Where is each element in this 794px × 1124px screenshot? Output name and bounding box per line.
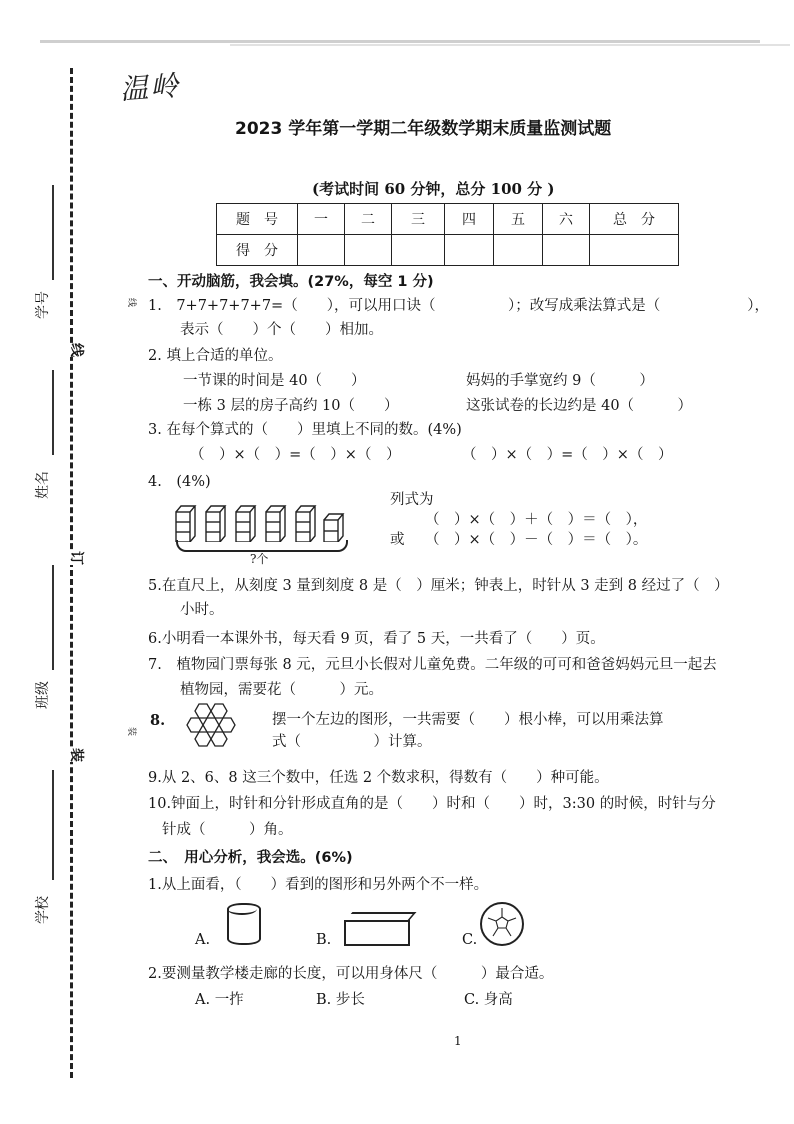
score-cell[interactable] <box>590 235 679 266</box>
small-mark: 线 <box>126 297 137 308</box>
score-row-label: 得 分 <box>217 235 298 266</box>
cut-mark-bind: 订 <box>67 551 87 565</box>
school-line <box>52 770 54 880</box>
s2-q1-option-c: C. <box>462 932 478 948</box>
q2-item-d: 这张试卷的长边约是 40（ ） <box>466 398 693 414</box>
student-id-label: 学号 <box>35 291 51 319</box>
cuboid-icon <box>344 920 410 946</box>
s2-q2-option-c: C. 身高 <box>464 992 513 1008</box>
q8-line2: 式（ ）计算。 <box>272 734 432 750</box>
score-cell[interactable] <box>298 235 345 266</box>
q4-formula-1: （ ）×（ ）＋（ ）＝（ ）， <box>425 512 648 528</box>
section2-heading: 二、 用心分析，我会选。(6%) <box>148 850 353 866</box>
section1-heading: 一、开动脑筋，我会填。(27%，每空 1 分) <box>148 274 434 290</box>
score-cell[interactable] <box>345 235 392 266</box>
cut-mark-line: 线 <box>67 343 87 357</box>
q4-formula-label: 列式为 <box>390 492 434 508</box>
q2-prompt: 2. 填上合适的单位。 <box>148 348 283 364</box>
score-header-cell: 四 <box>445 204 494 235</box>
score-header-cell: 三 <box>392 204 445 235</box>
q8-number: 8. <box>150 712 166 729</box>
q4-formula-2: （ ）×（ ）－（ ）＝（ ）。 <box>425 532 648 548</box>
q1-line2: 表示（ ）个（ ）相加。 <box>180 322 383 338</box>
s2-q2-option-a: A. 一拃 <box>195 992 244 1008</box>
s2-q1: 1.从上面看，（ ）看到的图形和另外两个不一样。 <box>148 877 489 893</box>
q3-prompt: 3. 在每个算式的（ ）里填上不同的数。(4%) <box>148 422 462 438</box>
hexagon-figure <box>184 702 244 752</box>
name-line <box>52 370 54 455</box>
q6: 6.小明看一本课外书，每天看 9 页，看了 5 天，一共看了（ ）页。 <box>148 631 605 647</box>
score-header-cell: 二 <box>345 204 392 235</box>
q5-line1: 5.在直尺上，从刻度 3 量到刻度 8 是（ ）厘米；钟表上，时针从 3 走到 8 经过了（ ） <box>148 578 729 594</box>
binding-dashed-line <box>70 68 73 1078</box>
score-table <box>216 203 679 266</box>
student-id-line <box>52 185 54 280</box>
q5-line2: 小时。 <box>180 602 224 618</box>
class-label: 班级 <box>35 681 51 709</box>
s2-q2: 2.要测量教学楼走廊的长度，可以用身体尺（ ）最合适。 <box>148 966 554 982</box>
page-number: 1 <box>454 1034 462 1048</box>
class-line <box>52 565 54 670</box>
q7-line2: 植物园，需要花（ ）元。 <box>180 682 383 698</box>
s2-q2-option-b: B. 步长 <box>316 992 365 1008</box>
handwritten-note: 温岭 <box>119 68 182 107</box>
q8-line1: 摆一个左边的图形，一共需要（ ）根小棒，可以用乘法算 <box>272 712 664 728</box>
scan-edge <box>40 40 760 43</box>
score-header-cell: 五 <box>494 204 543 235</box>
q2-item-a: 一节课的时间是 40（ ） <box>183 373 366 389</box>
q4-prompt: 4. (4%) <box>148 474 211 490</box>
q10-line1: 10.钟面上，时针和分针形成直角的是（ ）时和（ ）时，3:30 的时候，时针与分 <box>148 796 716 812</box>
cut-mark-install: 装 <box>67 748 87 762</box>
brace-label: ?个 <box>250 552 269 566</box>
exam-title: 2023 学年第一学期二年级数学期末质量监测试题 <box>235 119 612 139</box>
name-label: 姓名 <box>35 471 51 499</box>
score-table-score-row <box>217 235 679 266</box>
q1-line1: 1. 7+7+7+7+7=（ ），可以用口诀（ ）；改写成乘法算式是（ ）， <box>148 298 769 314</box>
score-header-cell: 总 分 <box>590 204 679 235</box>
cube-stacks-figure <box>174 500 354 542</box>
s2-q1-option-b: B. <box>316 932 332 948</box>
q9: 9.从 2、6、8 这三个数中，任选 2 个数求积，得数有（ ）种可能。 <box>148 770 609 786</box>
small-mark: 装 <box>126 726 137 737</box>
soccer-ball-icon <box>480 902 524 946</box>
score-cell[interactable] <box>543 235 590 266</box>
q10-line2: 针成（ ）角。 <box>162 822 293 838</box>
s2-q1-option-a: A. <box>195 932 211 948</box>
score-cell[interactable] <box>494 235 543 266</box>
scan-edge <box>230 44 790 46</box>
cuboid-top <box>344 912 416 922</box>
q3-left-equation: （ ）×（ ）=（ ）×（ ） <box>190 447 401 463</box>
score-cell[interactable] <box>392 235 445 266</box>
school-label: 学校 <box>35 896 51 924</box>
q2-item-c: 一栋 3 层的房子高约 10（ ） <box>183 398 399 414</box>
cylinder-top <box>227 903 257 915</box>
q3-right-equation: （ ）×（ ）=（ ）×（ ） <box>462 447 673 463</box>
exam-subtitle: (考试时间 60 分钟，总分 100 分 ) <box>312 180 555 198</box>
score-header-cell: 一 <box>298 204 345 235</box>
score-cell[interactable] <box>445 235 494 266</box>
score-header-cell: 六 <box>543 204 590 235</box>
score-header-cell: 题 号 <box>217 204 298 235</box>
q7-line1: 7. 植物园门票每张 8 元，元旦小长假对儿童免费。二年级的可可和爸爸妈妈元旦一起去 <box>148 657 717 673</box>
q4-or: 或 <box>390 532 405 548</box>
q2-item-b: 妈妈的手掌宽约 9（ ） <box>466 373 654 389</box>
score-table-header-row <box>217 204 679 235</box>
